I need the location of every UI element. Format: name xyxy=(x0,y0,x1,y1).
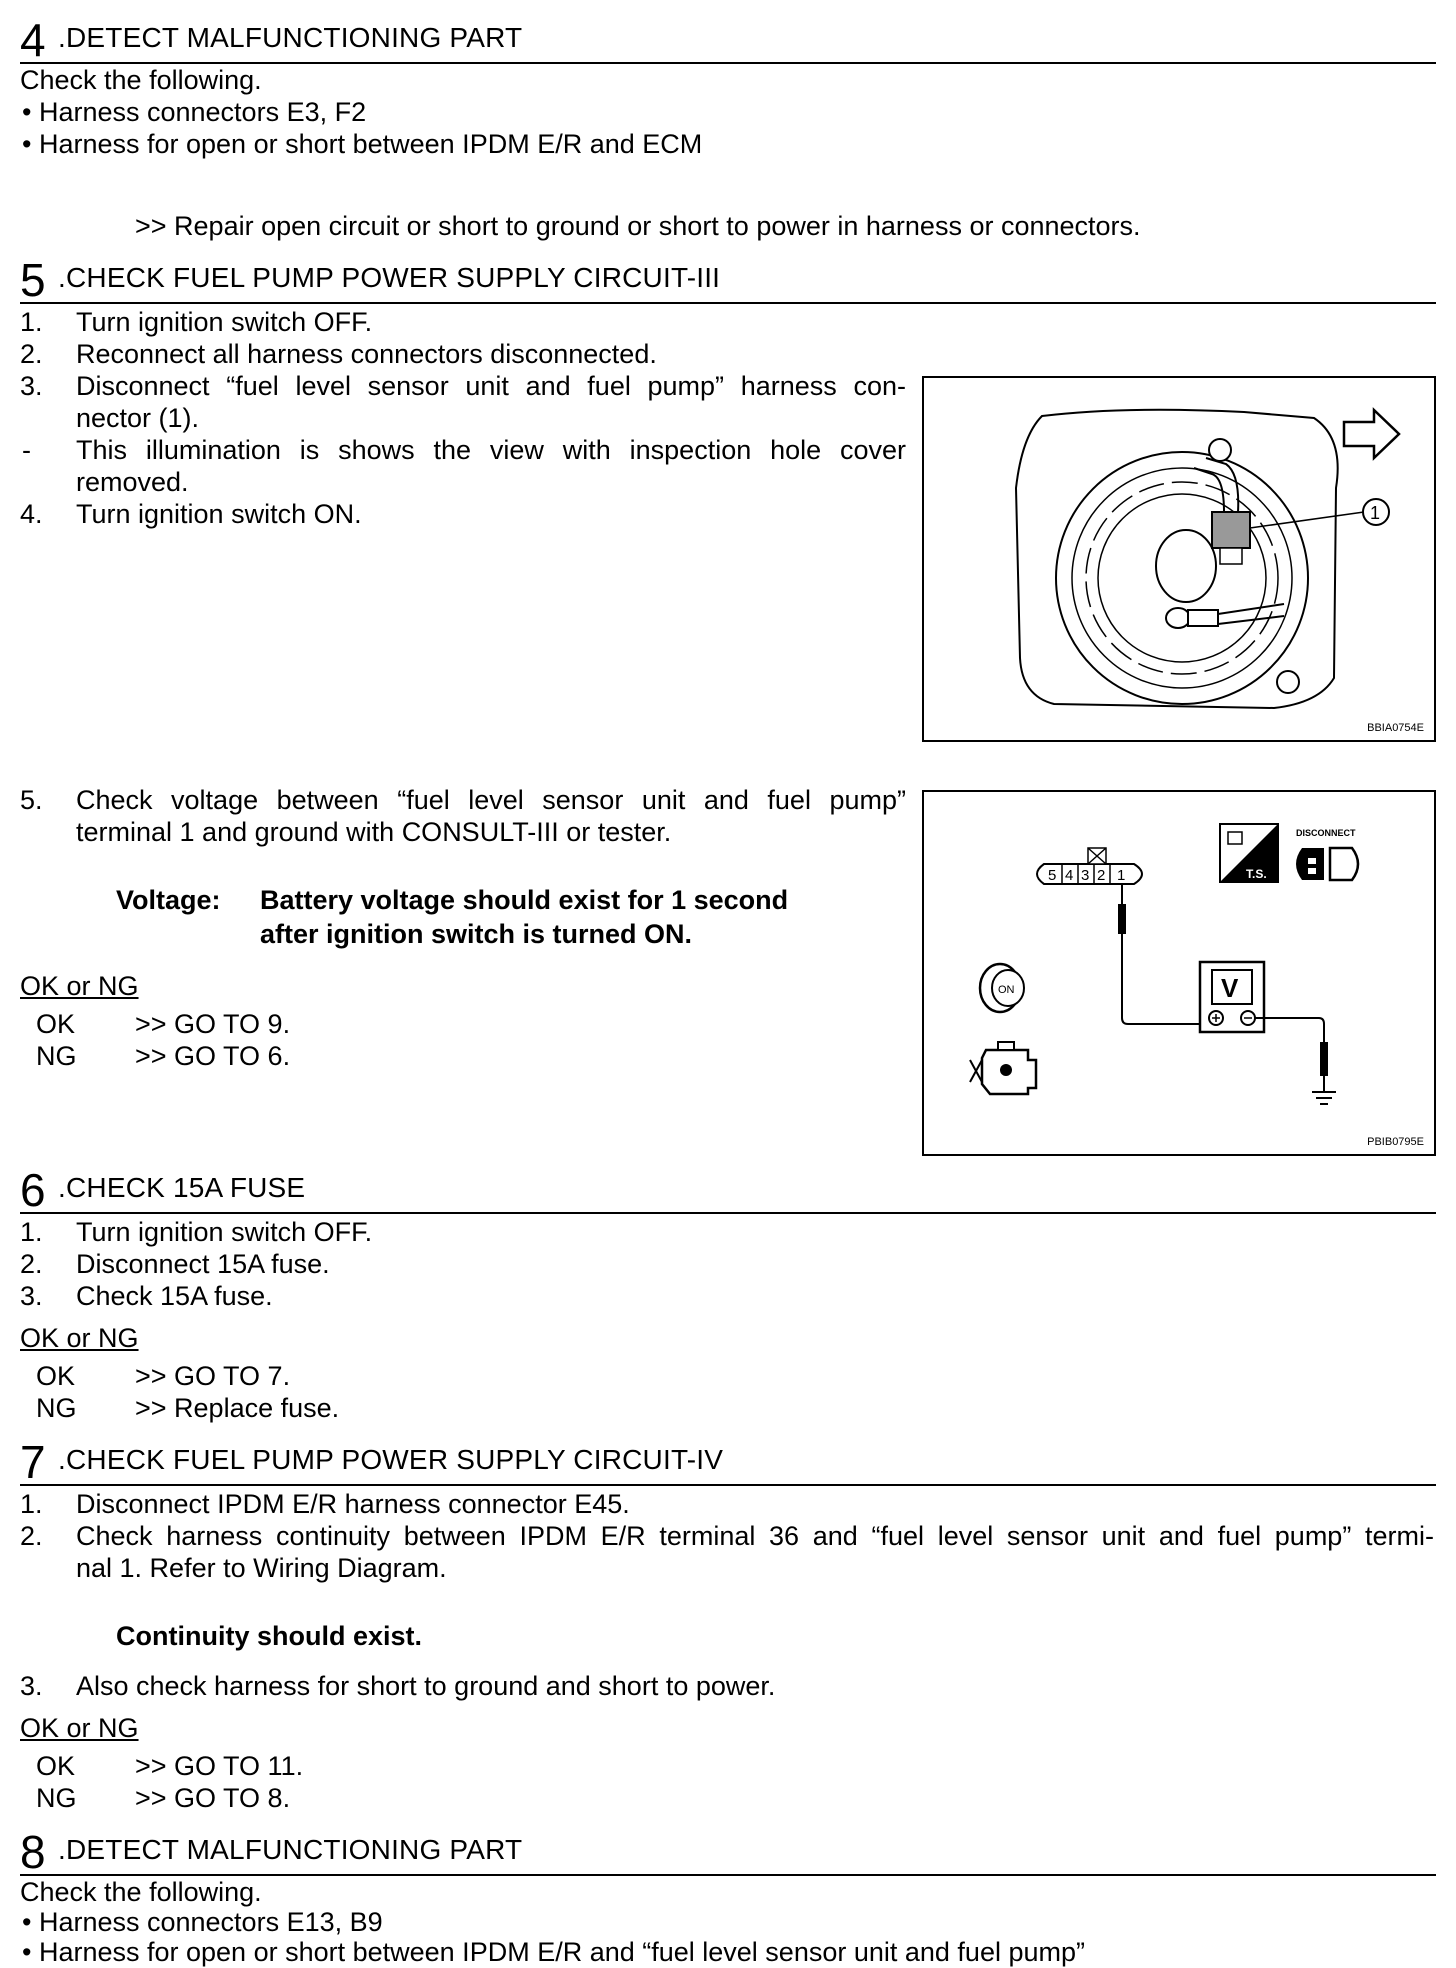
callout-1-label: 1 xyxy=(1370,503,1381,523)
step6-item-2: Disconnect 15A fuse. xyxy=(76,1249,330,1279)
fuel-pump-connector-figure xyxy=(922,376,1436,742)
step5-ng-action: >> GO TO 6. xyxy=(135,1041,291,1071)
step5-item-5-num: 5. xyxy=(20,785,43,815)
step5-ok-action: >> GO TO 9. xyxy=(135,1009,291,1039)
step4-intro: Check the following. xyxy=(20,65,262,95)
figure2-code: PBIB0795E xyxy=(1367,1136,1424,1148)
step8-intro: Check the following. xyxy=(20,1877,262,1907)
voltage-check-figure xyxy=(922,790,1436,1156)
fuel-pump-illustration xyxy=(924,378,1434,740)
step7-item-1-num: 1. xyxy=(20,1489,43,1519)
step7-number: 7 xyxy=(20,1436,46,1488)
step6-item-1-num: 1. xyxy=(20,1217,43,1247)
ts-label: T.S. xyxy=(1246,867,1267,881)
step5-note-line1: This illumination is shows the view with inspection hole cover xyxy=(76,435,906,465)
step5-item-5-line2: terminal 1 and ground with CONSULT-III or tester. xyxy=(76,817,672,847)
step5-item-2-num: 2. xyxy=(20,339,43,369)
step5-number: 5 xyxy=(20,254,46,306)
step5-item-2: Reconnect all harness connectors disconnected. xyxy=(76,339,657,369)
step7-item-2-line1: Check harness continuity between IPDM E/R terminal 36 and “fuel level sensor unit and fuel pump” termi- xyxy=(76,1521,1434,1551)
step5-title: .CHECK FUEL PUMP POWER SUPPLY CIRCUIT-III xyxy=(58,262,721,293)
voltage-check-diagram xyxy=(924,792,1434,1154)
step6-header xyxy=(20,1164,1436,1216)
step4-bullet-1: • Harness connectors E3, F2 xyxy=(22,97,367,127)
step7-item-2-num: 2. xyxy=(20,1521,43,1551)
test-sensor-icon xyxy=(1220,824,1278,882)
step5-spec-label: Voltage: xyxy=(116,885,221,915)
step5-note-line2: removed. xyxy=(76,467,189,497)
step5-ok-or-ng: OK or NG xyxy=(20,971,139,1001)
step7-item-3: Also check harness for short to ground and short to power. xyxy=(76,1671,776,1701)
step8-header xyxy=(20,1826,1436,1878)
step8-bullet-1: • Harness connectors E13, B9 xyxy=(22,1907,383,1937)
step6-ok-or-ng: OK or NG xyxy=(20,1323,139,1353)
step5-item-5-line1: Check voltage between “fuel level sensor unit and fuel pump” xyxy=(76,785,906,815)
step7-item-2-line2: nal 1. Refer to Wiring Diagram. xyxy=(76,1553,447,1583)
step6-ok-action: >> GO TO 7. xyxy=(135,1361,291,1391)
step4-header xyxy=(20,14,1436,66)
step7-title: .CHECK FUEL PUMP POWER SUPPLY CIRCUIT-IV xyxy=(58,1444,724,1475)
step5-item-1: Turn ignition switch OFF. xyxy=(76,307,373,337)
pin-5: 5 xyxy=(1048,867,1057,884)
step8-title: .DETECT MALFUNCTIONING PART xyxy=(58,1834,523,1865)
step5-item-4-num: 4. xyxy=(20,499,43,529)
step7-ng-key: NG xyxy=(36,1783,77,1813)
step6-ok-key: OK xyxy=(36,1361,76,1391)
ignition-key-icon xyxy=(980,964,1024,1012)
step5-ok-key: OK xyxy=(36,1009,76,1039)
step6-title: .CHECK 15A FUSE xyxy=(58,1172,306,1203)
step4-action: >> Repair open circuit or short to ground or short to power in harness or connectors. xyxy=(135,211,1141,241)
engine-icon xyxy=(970,1042,1036,1094)
step8-bullet-2: • Harness for open or short between IPDM E/R and “fuel level sensor unit and fuel pump” xyxy=(22,1937,1085,1967)
step7-item-3-num: 3. xyxy=(20,1671,43,1701)
step7-ok-or-ng: OK or NG xyxy=(20,1713,139,1743)
step7-spec: Continuity should exist. xyxy=(116,1621,423,1651)
step6-item-3-num: 3. xyxy=(20,1281,43,1311)
disconnect-icon xyxy=(1296,828,1358,880)
step6-number: 6 xyxy=(20,1164,46,1216)
step7-item-1: Disconnect IPDM E/R harness connector E45. xyxy=(76,1489,630,1519)
pin-4: 4 xyxy=(1065,867,1074,884)
step5-item-3-num: 3. xyxy=(20,371,43,401)
step7-ok-action: >> GO TO 11. xyxy=(135,1751,304,1781)
step5-item-3-line1: Disconnect “fuel level sensor unit and fuel pump” harness con- xyxy=(76,371,906,401)
step6-ng-key: NG xyxy=(36,1393,77,1423)
step5-item-1-num: 1. xyxy=(20,307,43,337)
pin-2: 2 xyxy=(1097,867,1106,884)
step5-item-4: Turn ignition switch ON. xyxy=(76,499,362,529)
step6-item-1: Turn ignition switch OFF. xyxy=(76,1217,373,1247)
step5-ng-key: NG xyxy=(36,1041,77,1071)
step5-spec-line1: Battery voltage should exist for 1 second xyxy=(260,885,789,915)
step8-number: 8 xyxy=(20,1826,46,1878)
step4-title: .DETECT MALFUNCTIONING PART xyxy=(58,22,523,53)
meter-label: V xyxy=(1221,973,1239,1003)
step7-header xyxy=(20,1436,1436,1488)
step4-number: 4 xyxy=(20,14,46,66)
step5-item-3-line2: nector (1). xyxy=(76,403,200,433)
step4-bullet-2: • Harness for open or short between IPDM E/R and ECM xyxy=(22,129,703,159)
step5-header xyxy=(20,254,1436,306)
step6-item-2-num: 2. xyxy=(20,1249,43,1279)
step6-item-3: Check 15A fuse. xyxy=(76,1281,273,1311)
step5-spec-line2: after ignition switch is turned ON. xyxy=(260,919,693,949)
figure1-code: BBIA0754E xyxy=(1367,722,1424,734)
step7-ok-key: OK xyxy=(36,1751,76,1781)
pin-1: 1 xyxy=(1117,867,1126,884)
step5-note-dash: - xyxy=(22,435,31,465)
ignition-on-label: ON xyxy=(998,984,1015,996)
pin-3: 3 xyxy=(1081,867,1090,884)
disconnect-label: DISCONNECT xyxy=(1296,828,1356,838)
step7-ng-action: >> GO TO 8. xyxy=(135,1783,291,1813)
step6-ng-action: >> Replace fuse. xyxy=(135,1393,340,1423)
